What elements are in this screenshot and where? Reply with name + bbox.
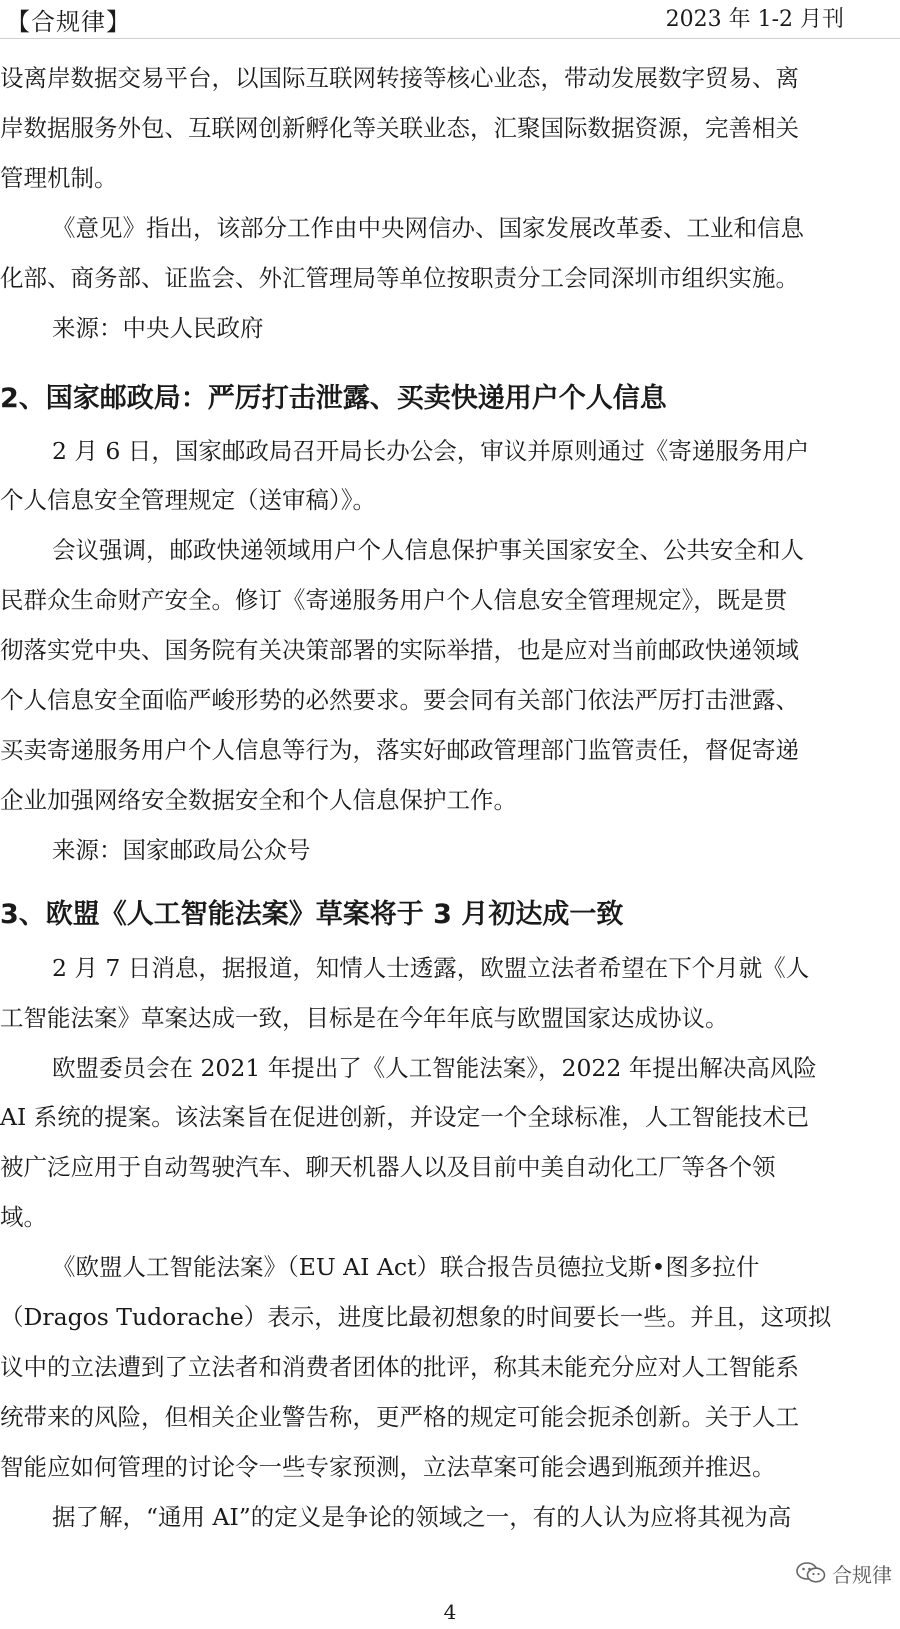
- body-line: 域。: [0, 1203, 47, 1231]
- source-line: 来源：国家邮政局公众号: [52, 836, 311, 864]
- body-line: （Dragos Tudorache）表示，进度比最初想象的时间要长一些。并且，这项拟: [0, 1303, 832, 1331]
- body-line: 《意见》指出，该部分工作由中央网信办、国家发展改革委、工业和信息: [52, 214, 804, 242]
- body-line: 岸数据服务外包、互联网创新孵化等关联业态，汇聚国际数据资源，完善相关: [0, 114, 799, 142]
- section-heading: 3、欧盟《人工智能法案》草案将于 3 月初达成一致: [0, 899, 624, 930]
- body-line: 《欧盟人工智能法案》（EU AI Act）联合报告员德拉戈斯•图多拉什: [52, 1253, 760, 1281]
- body-line: 欧盟委员会在 2021 年提出了《人工智能法案》，2022 年提出解决高风险: [52, 1054, 817, 1082]
- body-line: 2 月 6 日，国家邮政局召开局长办公会，审议并原则通过《寄递服务用户: [52, 437, 810, 465]
- body-line: 企业加强网络安全数据安全和个人信息保护工作。: [0, 786, 517, 814]
- issue-label: 2023 年 1-2 月刊: [665, 7, 844, 32]
- body-line: 设离岸数据交易平台，以国际互联网转接等核心业态，带动发展数字贸易、离: [0, 64, 799, 92]
- body-line: 统带来的风险，但相关企业警告称，更严格的规定可能会扼杀创新。关于人工: [0, 1403, 799, 1431]
- header-divider: [0, 38, 900, 39]
- body-line: 个人信息安全管理规定（送审稿）》。: [0, 486, 376, 514]
- wechat-icon: [796, 1561, 826, 1585]
- publication-name: 【合规律】: [6, 8, 131, 36]
- page-header: [0, 0, 900, 40]
- wechat-watermark: [796, 1556, 892, 1590]
- body-line: 会议强调，邮政快递领域用户个人信息保护事关国家安全、公共安全和人: [52, 536, 804, 564]
- body-line: 化部、商务部、证监会、外汇管理局等单位按职责分工会同深圳市组织实施。: [0, 264, 799, 292]
- body-line: 个人信息安全面临严峻形势的必然要求。要会同有关部门依法严厉打击泄露、: [0, 686, 799, 714]
- body-line: 彻落实党中央、国务院有关决策部署的实际举措，也是应对当前邮政快递领域: [0, 636, 799, 664]
- body-line: AI 系统的提案。该法案旨在促进创新，并设定一个全球标准，人工智能技术已: [0, 1103, 810, 1131]
- source-line: 来源：中央人民政府: [52, 314, 264, 342]
- body-line: 2 月 7 日消息，据报道，知情人士透露，欧盟立法者希望在下个月就《人: [52, 954, 810, 982]
- section-heading: 2、国家邮政局：严厉打击泄露、买卖快递用户个人信息: [0, 383, 667, 414]
- body-line: 管理机制。: [0, 164, 118, 192]
- body-line: 买卖寄递服务用户个人信息等行为，落实好邮政管理部门监管责任，督促寄递: [0, 736, 799, 764]
- body-line: 工智能法案》草案达成一致，目标是在今年年底与欧盟国家达成协议。: [0, 1004, 729, 1032]
- watermark-label: 合规律: [832, 1562, 892, 1587]
- page-number: 4: [443, 1600, 457, 1624]
- body-line: 被广泛应用于自动驾驶汽车、聊天机器人以及目前中美自动化工厂等各个领: [0, 1153, 776, 1181]
- body-line: 民群众生命财产安全。修订《寄递服务用户个人信息安全管理规定》，既是贯: [0, 586, 788, 614]
- body-line: 据了解，“通用 AI”的定义是争论的领域之一，有的人认为应将其视为高: [52, 1503, 792, 1531]
- body-line: 议中的立法遭到了立法者和消费者团体的批评，称其未能充分应对人工智能系: [0, 1353, 799, 1381]
- body-line: 智能应如何管理的讨论令一些专家预测，立法草案可能会遇到瓶颈并推迟。: [0, 1453, 776, 1481]
